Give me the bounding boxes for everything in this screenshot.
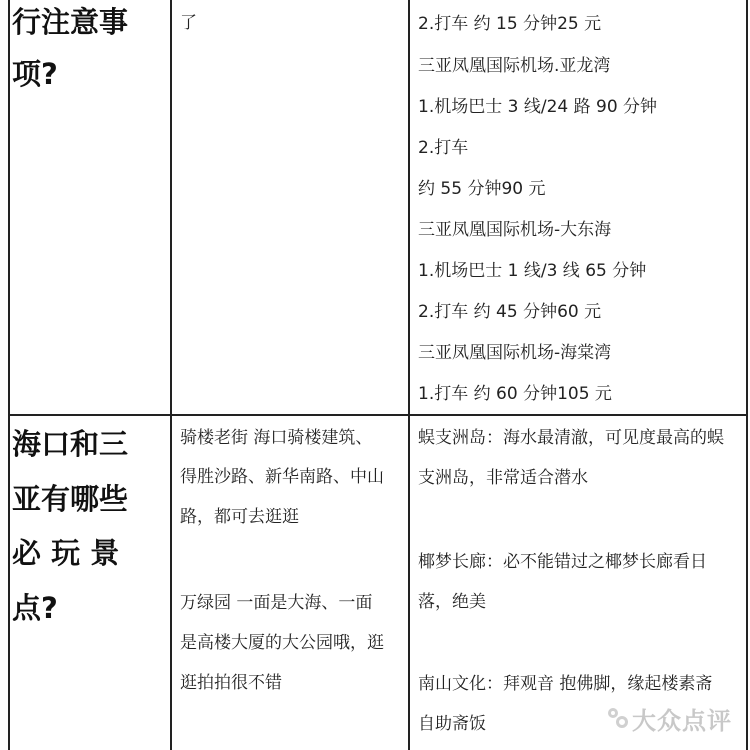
question-line: 点?	[12, 591, 58, 625]
row-divider	[8, 414, 748, 416]
sanya-sight-line: 南山文化：拜观音 抱佛脚，缘起楼素斋	[418, 674, 713, 694]
table-border-right	[746, 0, 748, 750]
haikou-sight-line: 骑楼老街 海口骑楼建筑、	[180, 428, 373, 448]
sanya-sight-line: 蜈支洲岛：海水最清澈，可见度最高的蜈	[418, 428, 724, 448]
transport-line: 2.打车	[418, 138, 469, 158]
transport-line: 三亚凤凰国际机场.亚龙湾	[418, 56, 611, 76]
haikou-sight-line: 万绿园 一面是大海、一面	[180, 593, 373, 613]
question-line: 海口和三	[12, 427, 129, 461]
transport-line: 1.机场巴士 3 线/24 路 90 分钟	[418, 97, 658, 117]
middle-text-line: 了	[180, 13, 197, 33]
haikou-sight-line: 是高楼大厦的大公园哦，逛	[180, 633, 384, 653]
sanya-sight-line: 落，绝美	[418, 592, 486, 612]
transport-line: 三亚凤凰国际机场-大东海	[418, 220, 612, 240]
question-line: 亚有哪些	[12, 482, 129, 516]
watermark-text: 大众点评	[632, 707, 732, 735]
question-line: 必 玩 景	[12, 536, 120, 570]
transport-line: 1.打车 约 60 分钟105 元	[418, 384, 612, 404]
sanya-sight-line: 椰梦长廊：必不能错过之椰梦长廊看日	[418, 552, 707, 572]
dianping-watermark	[606, 701, 732, 736]
haikou-sight-line: 路，都可去逛逛	[180, 507, 299, 527]
transport-line: 1.机场巴士 1 线/3 线 65 分钟	[418, 261, 647, 281]
dianping-logo-icon	[606, 708, 628, 730]
haikou-sight-line: 逛拍拍很不错	[180, 673, 282, 693]
transport-line: 2.打车 约 15 分钟25 元	[418, 14, 602, 34]
column-divider-2	[408, 0, 410, 750]
question-line: 项?	[12, 57, 58, 91]
transport-line: 2.打车 约 45 分钟60 元	[418, 302, 602, 322]
transport-line: 约 55 分钟90 元	[418, 179, 546, 199]
sanya-sight-line: 自助斋饭	[418, 714, 486, 734]
haikou-sight-line: 得胜沙路、新华南路、中山	[180, 467, 384, 487]
question-line: 行注意事	[12, 5, 129, 39]
transport-line: 三亚凤凰国际机场-海棠湾	[418, 343, 612, 363]
column-divider-1	[170, 0, 172, 750]
table-border-left	[8, 0, 10, 750]
sanya-sight-line: 支洲岛，非常适合潜水	[418, 468, 588, 488]
